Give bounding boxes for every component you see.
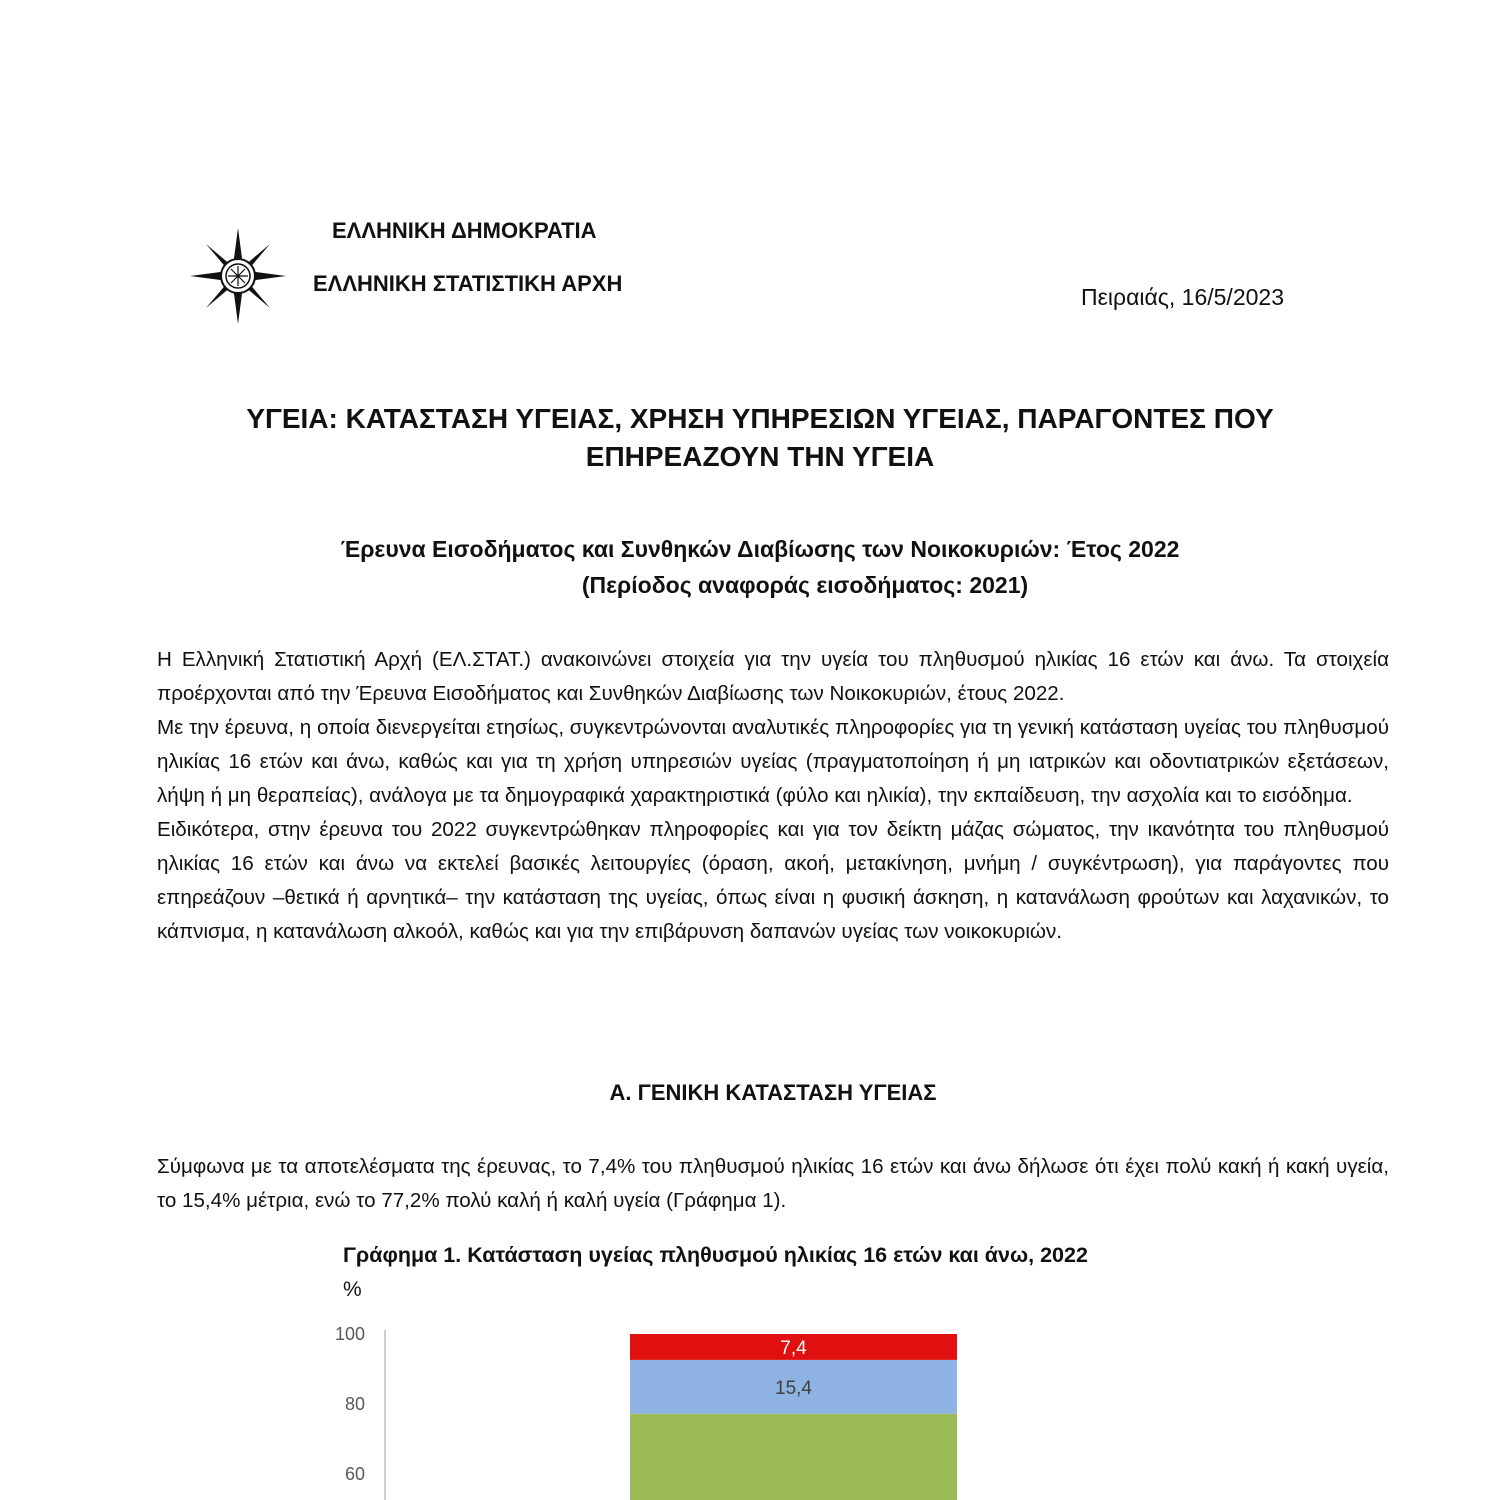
health-status-chart	[300, 1310, 1020, 1500]
paragraph-3: Ειδικότερα, στην έρευνα του 2022 συγκεντρώθηκαν πληροφορίες και για τον δείκτη μάζας σώματος, την ικανότητα του πληθυσμού ηλικίας 16 ετών και άνω να εκτελεί βασικές λειτουργίες (όραση, ακοή, μετακίνηση, μνήμη / συγκέντρωση), για παράγοντες που επηρεάζουν –θετικά ή αρνητικά– την κατάσταση της υγείας, όπως είναι η φυσική άσκηση, η κατανάλωση φρούτων και λαχανικών, το κάπνισμα, η κατανάλωση αλκοόλ, καθώς και για την επιβάρυνση δαπανών υγείας των νοικοκυριών.	[157, 818, 1389, 943]
subtitle-line-2: (Περίοδος αναφοράς εισοδήματος: 2021)	[581, 572, 1029, 598]
y-tick-label: 100	[334, 1324, 365, 1344]
chart-y-unit: %	[343, 1278, 362, 1301]
bar-data-label: 7,4	[780, 1337, 807, 1359]
bar-data-label: 15,4	[775, 1377, 812, 1399]
y-tick-label: 60	[344, 1464, 365, 1484]
intro-text	[157, 643, 1389, 949]
bar-segment-0	[630, 1414, 957, 1500]
org-line-2: ΕΛΛΗΝΙΚΗ ΣΤΑΤΙΣΤΙΚΗ ΑΡΧΗ	[313, 271, 623, 296]
org-line-1: ΕΛΛΗΝΙΚΗ ΔΗΜΟΚΡΑΤΙΑ	[332, 218, 597, 243]
y-tick-label: 80	[344, 1394, 365, 1414]
section-paragraph: Σύμφωνα με τα αποτελέσματα της έρευνας, το 7,4% του πληθυσμού ηλικίας 16 ετών και άνω δήλωσε ότι έχει πολύ κακή ή κακή υγεία, το 15,4% μέτρια, ενώ το 77,2% πολύ καλή ή καλή υγεία (Γράφημα 1).	[157, 1155, 1389, 1212]
subtitle	[150, 531, 1370, 603]
subtitle-line-1: Έρευνα Εισοδήματος και Συνθηκών Διαβίωσης των Νοικοκυριών: Έτος 2022	[340, 536, 1180, 562]
page-title: ΥΓΕΙΑ: ΚΑΤΑΣΤΑΣΗ ΥΓΕΙΑΣ, ΧΡΗΣΗ ΥΠΗΡΕΣΙΩΝ ΥΓΕΙΑΣ, ΠΑΡΑΓΟΝΤΕΣ ΠΟΥ ΕΠΗΡΕΑΖΟΥΝ ΤΗΝ ΥΓΕΙΑ	[246, 403, 1274, 472]
section-heading: Α. ΓΕΝΙΚΗ ΚΑΤΑΣΤΑΣΗ ΥΓΕΙΑΣ	[609, 1080, 937, 1105]
chart-title: Γράφημα 1. Κατάσταση υγείας πληθυσμού ηλικίας 16 ετών και άνω, 2022	[343, 1243, 1088, 1267]
paragraph-2: Με την έρευνα, η οποία διενεργείται ετησίως, συγκεντρώνονται αναλυτικές πληροφορίες για τη γενική κατάσταση υγείας του πληθυσμού ηλικίας 16 ετών και άνω, καθώς και για τη χρήση υπηρεσιών υγείας (πραγματοποίηση ή μη ιατρικών και οδοντιατρικών εξετάσεων, λήψη ή μη θεραπείας), ανάλογα με τα δημογραφικά χαρακτηριστικά (φύλο και ηλικία), την εκπαίδευση, την ασχολία και το εισόδημα.	[157, 716, 1389, 807]
place-date: Πειραιάς, 16/5/2023	[1081, 284, 1284, 310]
elstat-logo	[188, 226, 288, 326]
paragraph-1: Η Ελληνική Στατιστική Αρχή (ΕΛ.ΣΤΑΤ.) ανακοινώνει στοιχεία για την υγεία του πληθυσμού ηλικίας 16 ετών και άνω. Τα στοιχεία προέρχονται από την Έρευνα Εισοδήματος και Συνθηκών Διαβίωσης των Νοικοκυριών, έτους 2022.	[157, 648, 1389, 705]
